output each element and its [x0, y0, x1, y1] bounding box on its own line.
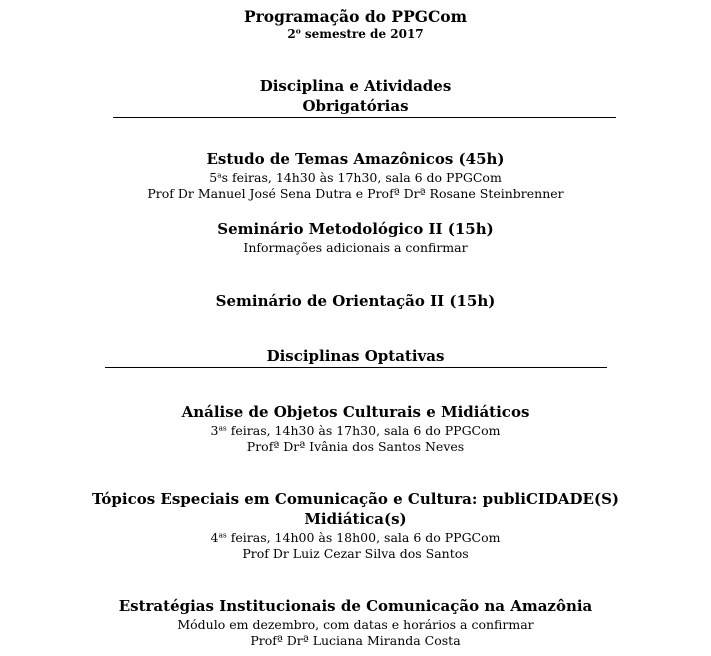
course-title: Seminário de Orientação II (15h) [215, 292, 496, 310]
course-schedule [0, 170, 711, 185]
course-title: Análise de Objetos Culturais e Midiáticos [181, 403, 530, 421]
course-instructors: Prof Dr Manuel José Sena Dutra e Profª Drª Rosane Steinbrenner [147, 186, 564, 201]
schedule-day-number: 5 [209, 170, 218, 185]
course-schedule [0, 530, 711, 545]
course-title-line2: Midiática(s) [304, 510, 407, 528]
schedule-day-number: 4 [210, 530, 219, 545]
mandatory-divider [113, 117, 616, 118]
semester-ordinal: 2 [287, 27, 296, 41]
schedule-day-sup: as [218, 530, 227, 540]
course-instructors: Prof Dr Luiz Cezar Silva dos Santos [242, 546, 469, 561]
schedule-day-sup: a [217, 170, 222, 180]
optional-divider [105, 367, 607, 368]
course-instructors: Profª Drª Ivânia dos Santos Neves [246, 439, 465, 454]
schedule-text: feiras, 14h30 às 17h30, sala 6 do PPGCom [226, 423, 501, 438]
course-title: Seminário Metodológico II (15h) [217, 220, 494, 238]
course-title-line1: Tópicos Especiais em Comunicação e Cultura: publiCIDADE(S) [91, 490, 620, 508]
semester-ordinal-sup: o [295, 26, 301, 36]
schedule-text: feiras, 14h00 às 18h00, sala 6 do PPGCom [226, 530, 501, 545]
schedule-text: s feiras, 14h30 às 17h30, sala 6 do PPGCom [221, 170, 502, 185]
course-title: Estratégias Institucionais de Comunicação na Amazônia [118, 597, 593, 615]
course-instructors: Profª Drª Luciana Miranda Costa [250, 633, 461, 648]
course-schedule [0, 423, 711, 438]
course-note: Módulo em dezembro, com datas e horários a confirmar [177, 617, 534, 632]
course-title: Estudo de Temas Amazônicos (45h) [206, 150, 505, 168]
course-note: Informações adicionais a confirmar [243, 240, 468, 255]
document-title: Programação do PPGCom [243, 7, 468, 26]
schedule-day-sup: as [218, 423, 227, 433]
optional-heading: Disciplinas Optativas [266, 347, 445, 365]
mandatory-heading-line2: Obrigatórias [302, 97, 409, 115]
mandatory-heading-line1: Disciplina e Atividades [259, 77, 452, 95]
schedule-day-number: 3 [210, 423, 219, 438]
semester-text: semestre de 2017 [300, 27, 424, 41]
semester-line [0, 27, 711, 41]
